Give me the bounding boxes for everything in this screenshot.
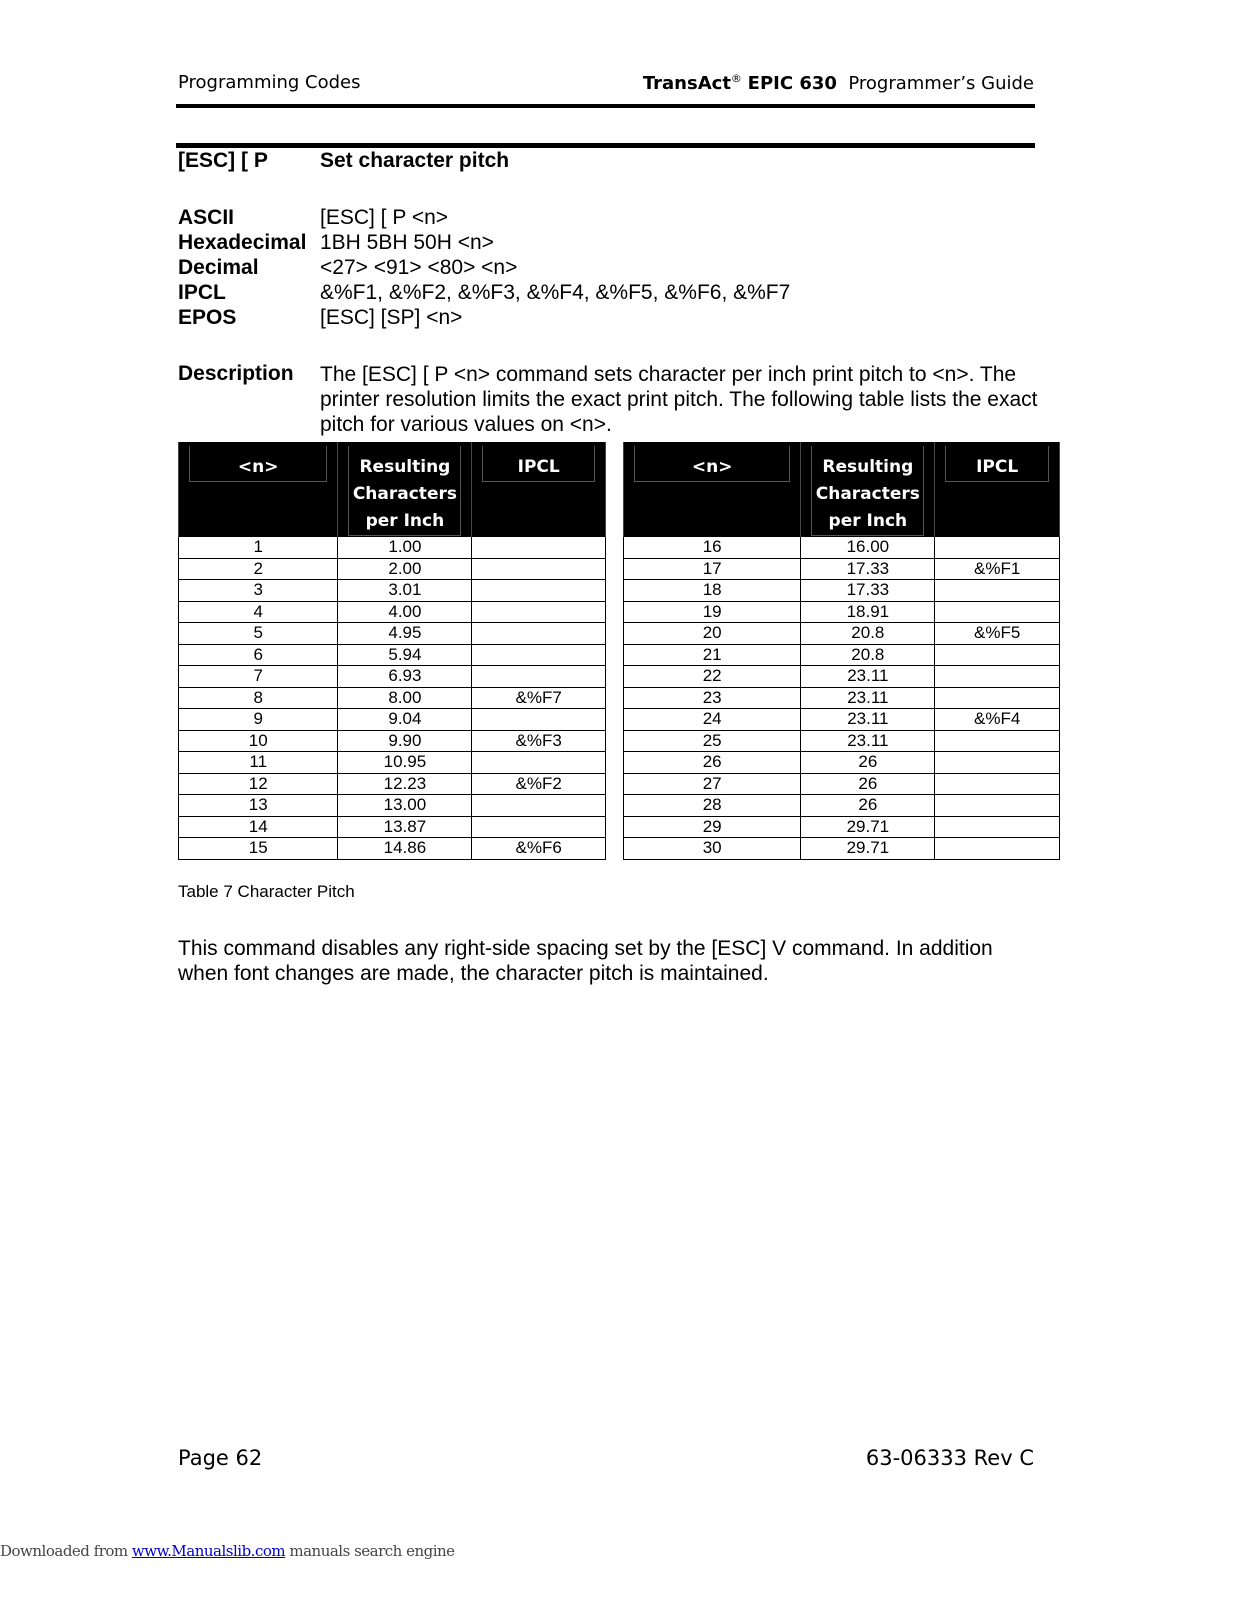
cell-ipcl xyxy=(935,580,1060,602)
spec-label: EPOS xyxy=(178,306,237,329)
table-row xyxy=(179,816,606,838)
table-row xyxy=(179,623,606,645)
cell-cpi: 14.86 xyxy=(338,838,472,860)
cell-n: 28 xyxy=(624,795,801,817)
description-label: Description xyxy=(178,362,294,385)
column-header-ipcl: IPCL xyxy=(935,442,1060,537)
cell-ipcl xyxy=(935,752,1060,774)
cell-ipcl: &%F2 xyxy=(472,773,606,795)
cell-n: 5 xyxy=(179,623,338,645)
spec-label: ASCII xyxy=(178,206,235,229)
cell-n: 24 xyxy=(624,709,801,731)
spec-value: <27> <91> <80> <n> xyxy=(320,256,518,279)
cell-cpi: 18.91 xyxy=(801,601,935,623)
table-row xyxy=(624,730,1060,752)
command-code: [ESC] [ P xyxy=(178,149,268,172)
cell-cpi: 9.04 xyxy=(338,709,472,731)
cell-n: 4 xyxy=(179,601,338,623)
cell-cpi: 13.87 xyxy=(338,816,472,838)
cell-ipcl xyxy=(472,601,606,623)
cell-ipcl: &%F6 xyxy=(472,838,606,860)
pitch-table-left xyxy=(178,442,606,860)
table-row xyxy=(179,838,606,860)
cell-n: 29 xyxy=(624,816,801,838)
cell-n: 11 xyxy=(179,752,338,774)
table-row xyxy=(179,752,606,774)
cell-n: 26 xyxy=(624,752,801,774)
cell-cpi: 9.90 xyxy=(338,730,472,752)
command-title: Set character pitch xyxy=(320,149,510,172)
cell-n: 16 xyxy=(624,537,801,559)
cell-ipcl: &%F3 xyxy=(472,730,606,752)
cell-n: 15 xyxy=(179,838,338,860)
table-row xyxy=(624,666,1060,688)
spec-value: [ESC] [ P <n> xyxy=(320,206,449,229)
cell-cpi: 26 xyxy=(801,795,935,817)
cell-ipcl xyxy=(935,537,1060,559)
cell-ipcl xyxy=(472,666,606,688)
table-row xyxy=(624,816,1060,838)
cell-cpi: 16.00 xyxy=(801,537,935,559)
table-row xyxy=(624,752,1060,774)
cell-n: 25 xyxy=(624,730,801,752)
cell-n: 14 xyxy=(179,816,338,838)
header-brand: TransAct xyxy=(642,73,731,94)
table-row xyxy=(179,666,606,688)
cell-n: 2 xyxy=(179,558,338,580)
cell-n: 27 xyxy=(624,773,801,795)
cell-cpi: 29.71 xyxy=(801,816,935,838)
cell-ipcl xyxy=(472,795,606,817)
note-text: This command disables any right-side spacing set by the [ESC] V command. In addition when font changes are made, the character pitch is maintained. xyxy=(178,937,993,985)
cell-ipcl: &%F1 xyxy=(935,558,1060,580)
spec-label: Hexadecimal xyxy=(178,231,307,254)
registered-mark: ® xyxy=(730,72,742,85)
header-title xyxy=(643,72,1034,94)
table-row xyxy=(624,838,1060,860)
cell-n: 17 xyxy=(624,558,801,580)
cell-n: 20 xyxy=(624,623,801,645)
cell-n: 13 xyxy=(179,795,338,817)
column-header-n: <n> xyxy=(179,442,338,537)
cell-cpi: 17.33 xyxy=(801,558,935,580)
cell-ipcl xyxy=(472,816,606,838)
cell-cpi: 20.8 xyxy=(801,623,935,645)
cell-cpi: 23.11 xyxy=(801,709,935,731)
table-row xyxy=(179,644,606,666)
manualslib-link[interactable]: www.Manualslib.com xyxy=(131,1542,286,1560)
cell-cpi: 10.95 xyxy=(338,752,472,774)
table-row xyxy=(624,687,1060,709)
cell-n: 6 xyxy=(179,644,338,666)
cell-ipcl xyxy=(472,537,606,559)
table-row xyxy=(179,601,606,623)
spec-value: [ESC] [SP] <n> xyxy=(320,306,463,329)
table-row xyxy=(179,795,606,817)
spec-value: &%F1, &%F2, &%F3, &%F4, &%F5, &%F6, &%F7 xyxy=(320,281,791,304)
cell-n: 21 xyxy=(624,644,801,666)
header-rule xyxy=(176,104,1035,108)
cell-ipcl xyxy=(935,816,1060,838)
spec-value: 1BH 5BH 50H <n> xyxy=(320,231,494,254)
spec-label: Decimal xyxy=(178,256,259,279)
cell-cpi: 26 xyxy=(801,752,935,774)
cell-cpi: 12.23 xyxy=(338,773,472,795)
page-number: Page 62 xyxy=(178,1446,263,1470)
cell-n: 7 xyxy=(179,666,338,688)
cell-n: 18 xyxy=(624,580,801,602)
cell-cpi: 2.00 xyxy=(338,558,472,580)
cell-ipcl xyxy=(472,709,606,731)
spec-label: IPCL xyxy=(178,281,226,304)
table-row xyxy=(624,537,1060,559)
cell-cpi: 20.8 xyxy=(801,644,935,666)
cell-cpi: 1.00 xyxy=(338,537,472,559)
header-section: Programming Codes xyxy=(178,72,361,93)
cell-cpi: 23.11 xyxy=(801,687,935,709)
cell-n: 10 xyxy=(179,730,338,752)
cell-ipcl xyxy=(472,752,606,774)
cell-cpi: 3.01 xyxy=(338,580,472,602)
cell-ipcl xyxy=(935,687,1060,709)
cell-cpi: 4.00 xyxy=(338,601,472,623)
cell-cpi: 23.11 xyxy=(801,730,935,752)
table-row xyxy=(179,709,606,731)
cell-cpi: 23.11 xyxy=(801,666,935,688)
download-prefix: Downloaded from xyxy=(0,1542,132,1560)
table-row xyxy=(179,730,606,752)
table-caption: Table 7 Character Pitch xyxy=(178,882,355,901)
section-rule xyxy=(176,143,1035,148)
table-row xyxy=(179,687,606,709)
pitch-table-right xyxy=(623,442,1060,860)
cell-n: 22 xyxy=(624,666,801,688)
table-row xyxy=(624,601,1060,623)
cell-cpi: 6.93 xyxy=(338,666,472,688)
cell-n: 12 xyxy=(179,773,338,795)
column-header-n: <n> xyxy=(624,442,801,537)
description-text: The [ESC] [ P <n> command sets character per inch print pitch to <n>. The printer resolution limits the exact print pitch. The following table lists the exact pitch for various values on <n>. xyxy=(320,363,1038,436)
cell-n: 19 xyxy=(624,601,801,623)
table-row xyxy=(179,580,606,602)
cell-ipcl xyxy=(472,558,606,580)
table-row xyxy=(624,558,1060,580)
cell-ipcl xyxy=(935,644,1060,666)
cell-n: 9 xyxy=(179,709,338,731)
cell-ipcl xyxy=(935,773,1060,795)
column-header-cpi: Resulting Characters per Inch xyxy=(801,442,935,537)
cell-n: 1 xyxy=(179,537,338,559)
cell-n: 23 xyxy=(624,687,801,709)
cell-n: 30 xyxy=(624,838,801,860)
cell-n: 3 xyxy=(179,580,338,602)
table-row xyxy=(624,644,1060,666)
cell-cpi: 4.95 xyxy=(338,623,472,645)
table-row xyxy=(179,773,606,795)
cell-ipcl xyxy=(935,730,1060,752)
cell-ipcl: &%F4 xyxy=(935,709,1060,731)
table-row xyxy=(624,580,1060,602)
cell-ipcl xyxy=(935,601,1060,623)
cell-cpi: 5.94 xyxy=(338,644,472,666)
table-row xyxy=(179,537,606,559)
cell-cpi: 8.00 xyxy=(338,687,472,709)
table-row xyxy=(624,623,1060,645)
cell-ipcl xyxy=(472,644,606,666)
header-model: EPIC 630 xyxy=(747,73,837,94)
cell-cpi: 17.33 xyxy=(801,580,935,602)
cell-cpi: 13.00 xyxy=(338,795,472,817)
cell-ipcl xyxy=(935,838,1060,860)
cell-cpi: 29.71 xyxy=(801,838,935,860)
table-row xyxy=(179,558,606,580)
cell-ipcl: &%F5 xyxy=(935,623,1060,645)
cell-ipcl xyxy=(472,580,606,602)
column-header-ipcl: IPCL xyxy=(472,442,606,537)
table-row xyxy=(624,773,1060,795)
cell-cpi: 26 xyxy=(801,773,935,795)
cell-ipcl xyxy=(935,666,1060,688)
document-revision: 63-06333 Rev C xyxy=(865,1446,1034,1470)
header-guide: Programmer’s Guide xyxy=(848,73,1034,94)
cell-n: 8 xyxy=(179,687,338,709)
cell-ipcl xyxy=(472,623,606,645)
column-header-cpi: Resulting Characters per Inch xyxy=(338,442,472,537)
table-row xyxy=(624,795,1060,817)
download-banner xyxy=(0,1542,455,1560)
table-row xyxy=(624,709,1060,731)
cell-ipcl xyxy=(935,795,1060,817)
cell-ipcl: &%F7 xyxy=(472,687,606,709)
download-suffix: manuals search engine xyxy=(285,1542,455,1560)
